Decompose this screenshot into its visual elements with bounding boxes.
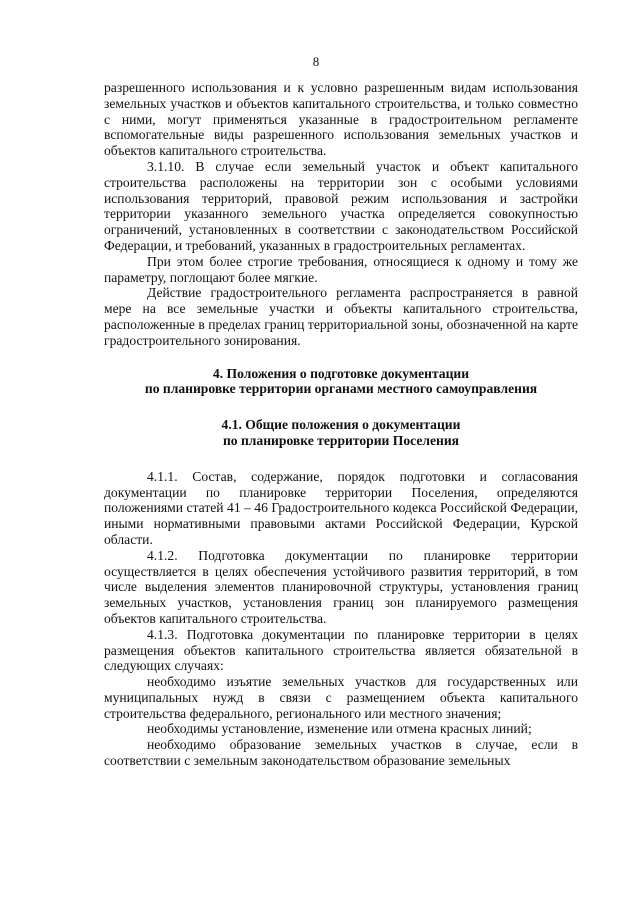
subsection-heading-line-1: 4.1. Общие положения о документации	[221, 417, 461, 433]
subsection-heading	[104, 417, 578, 449]
section-heading	[104, 366, 578, 398]
paragraph-continuation: разрешенного использования и к условно разрешенным видам использования земельных участков и объектов капитального строительства, и только совместно с ними, могут применяться указанные в градостроительном регламенте вспомогательные виды разрешенного использования земельных участков и объектов капитального строительства.	[104, 80, 578, 159]
list-item-land-formation: необходимо образование земельных участков в случае, если в соответствии с земельным законодательством образование земельных	[104, 737, 578, 769]
page-number: 8	[312, 54, 320, 69]
section-heading-line-2: по планировке территории органами местного самоуправления	[144, 381, 538, 397]
paragraph-strict-requirements: При этом более строгие требования, относящиеся к одному и тому же параметру, поглощают более мягкие.	[104, 253, 578, 285]
list-item-red-lines: необходимы установление, изменение или отмена красных линий;	[147, 721, 532, 737]
paragraph-4-1-2: 4.1.2. Подготовка документации по планировке территории осуществляется в целях обеспечения устойчивого развития территорий, в том числе выделения элементов планировочной структуры, установления границ земельных участков, установления границ зон планируемого размещения объектов капитального строительства.	[104, 547, 578, 626]
paragraph-3-1-10: 3.1.10. В случае если земельный участок и объект капитального строительства расположены на территории зон с особыми условиями использования территорий, правовой режим использования и застройки территории указанного земельного участка определяется совокупностью ограничений, установленных в соответствии с законодательством Российской Федерации, и требований, указанных в градостроительных регламентах.	[104, 158, 578, 253]
paragraph-4-1-3: 4.1.3. Подготовка документации по планировке территории в целях размещения объектов капитального строительства является обязательной в следующих случаях:	[104, 626, 578, 674]
spacer	[104, 349, 578, 366]
spacer	[104, 397, 578, 417]
subsection-heading-line-2: по планировке территории Поселения	[222, 432, 460, 448]
paragraph-regulation-scope: Действие градостроительного регламента распространяется в равной мере на все земельные участки и объекты капитального строительства, расположенные в пределах границ территориальной зоны, обозначенной на карте градостроительного зонирования.	[104, 285, 578, 348]
section-heading-line-1: 4. Положения о подготовке документации	[212, 365, 470, 381]
list-item-land-seizure: необходимо изъятие земельных участков для государственных или муниципальных нужд в связи с размещением объекта капитального строительства федерального, регионального или местного значения;	[104, 674, 578, 721]
paragraph-4-1-1: 4.1.1. Состав, содержание, порядок подготовки и согласования документации по планировке территории Поселения, определяются положениями статей 41 – 46 Градостроительного кодекса Российской Федерации, иными нормативными правовыми актами Российской Федерации, Курской области.	[104, 468, 578, 547]
document-body	[104, 80, 578, 769]
spacer	[104, 449, 578, 469]
